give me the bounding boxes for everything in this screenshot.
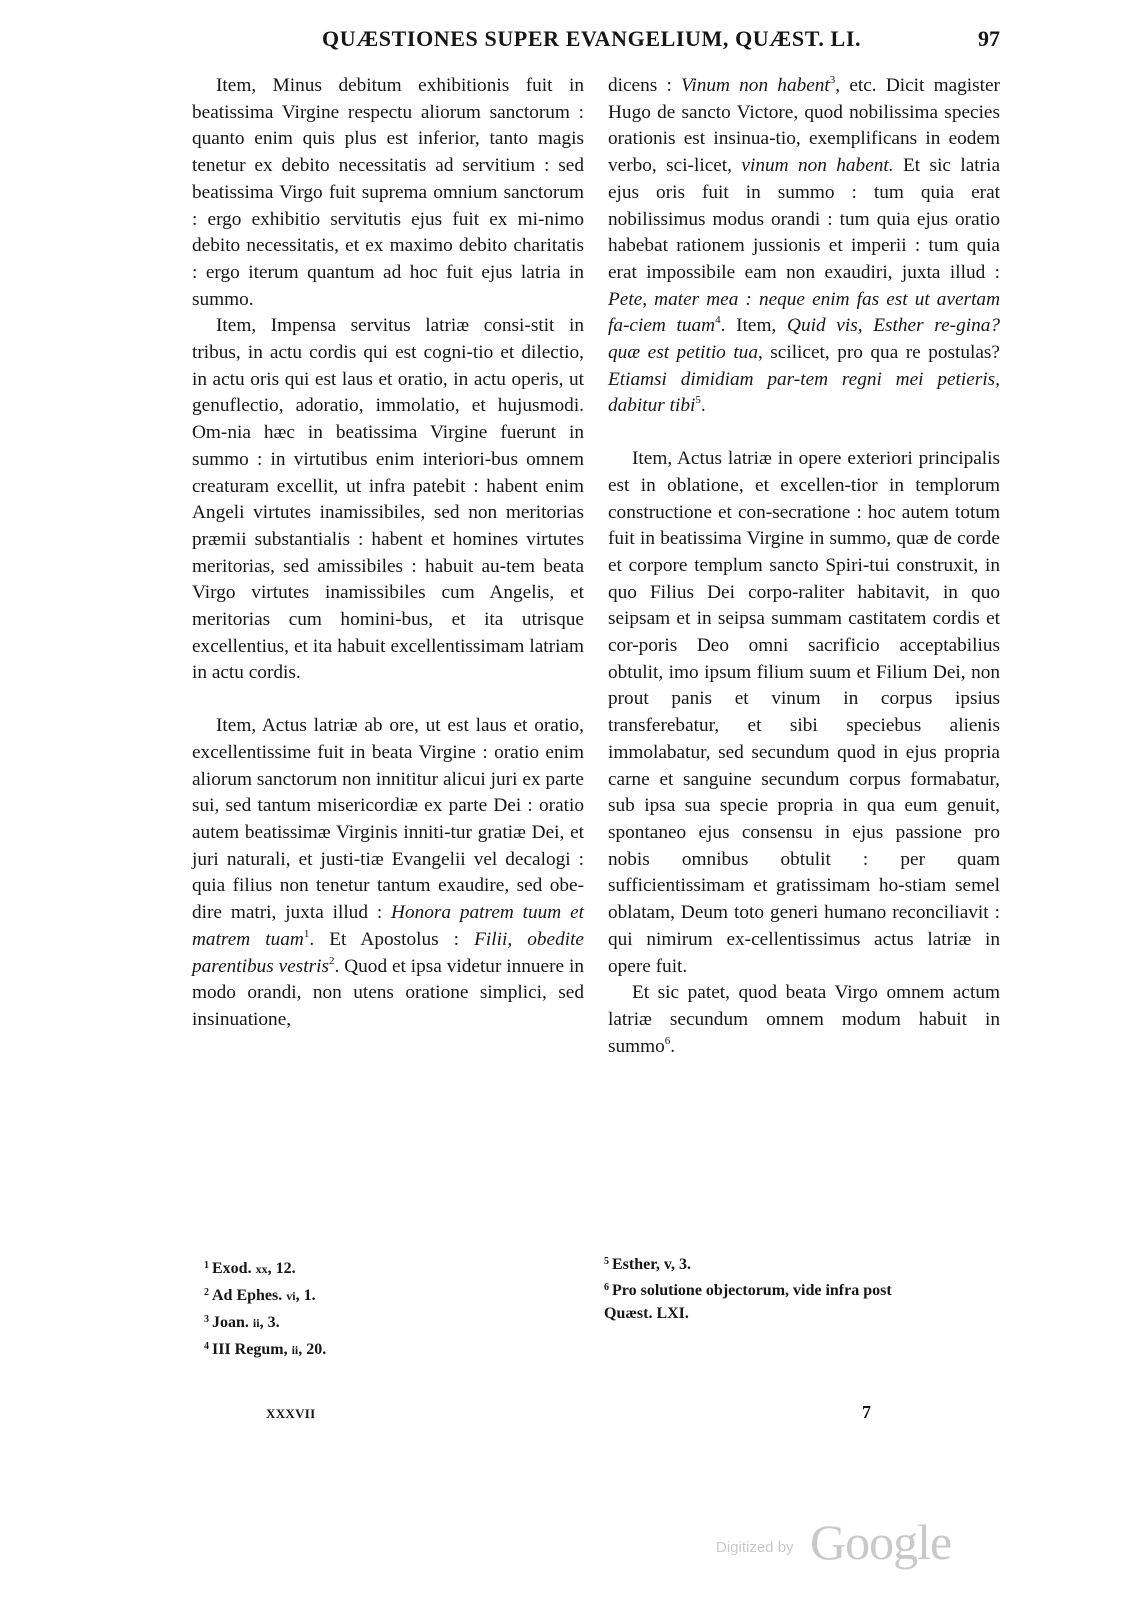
footnote-ref: 2 [329, 954, 335, 967]
left-column [192, 73, 584, 1034]
running-header [192, 26, 1000, 60]
paragraph: Item, Actus latriæ in opere exteriori principalis est in oblatione, et excellen-tior in templorum constructione et con-secratione : hoc autem totum fuit in beatissima Virgine in summo, quæ de corde et corpore templum sancto Spiri-tui construxit, in quo Filius Dei corpo-raliter habitavit, in quo seipsam et in seipsa summam castitatem cordis et cor-poris Deo omni sacrificio acceptabilius obtulit, imo ipsum filium suum et Filium Dei, non prout panis et vinum in corpus ipsius transferebatur, et sibi speciebus alienis immolabatur, sed secundum quod in ejus propria carne et sanguine secundum corpus formabatur, sub ipsa sua specie propria in qua eum genuit, spontaneo ejus consensu in ejus passione pro nobis omnibus obtulit : per quam sufficientissimam et gratissimam ho-stiam semel oblatam, Deum toto generi humano reconciliavit : qui nimirum ex-cellentissimus actus latriæ in opere fuit. [608, 448, 1000, 977]
footnote: $^4$ III Regum, ii, 20. [204, 1341, 327, 1358]
watermark-prefix: Digitized by [716, 1539, 794, 1556]
scripture-quote: Vinum non habent [681, 75, 830, 96]
footnote: $^3$ Joan. ii, 3. [204, 1314, 280, 1331]
paragraph-continued: dicens : Vinum non habent$^3$, etc. Dicit magister Hugo de sancto Victore, quod nobilissima species orationis est insinua-tio, exemplificans in eodem verbo, sci-licet, vinum non habent. Et sic latria ejus oris fuit in summo : tum quia erat nobilissimus modus orandi : tum quia ejus oratio habebat rationem jussionis et imperii : tum quia erat impossibile eam non exaudiri, juxta illud : Pete, mater mea : neque enim fas est ut avertam fa-ciem tuam$^4$. Item, Quid vis, Esther re-gina? quæ est petitio tua, scilicet, pro qua re postulas? Etiamsi dimidiam par-tem regni mei petieris, dabitur tibi$^5$. [608, 74, 1001, 417]
running-title: QUÆSTIONES SUPER EVANGELIUM, QUÆST. LI. [322, 26, 862, 51]
paragraph: Item, Actus latriæ ab ore, ut est laus et oratio, excellentissime fuit in beata Virgine : oratio enim aliorum sanctorum non innititur alicui juri ex parte sui, sed tantum misericordiæ ex parte Dei : oratio autem beatissimæ Virginis inniti-tur gratiæ Dei, et juri naturali, et justi-tiæ Evangelii vel decalogi : quia filius non tenetur tantum exaudire, sed obe-dire matri, juxta illud : Honora patrem tuum et matrem tuam$^1$. Et Apostolus : Filii, obedite parentibus vestris$^2$. Quod et ipsa videtur innuere in modo orandi, non utens oratione simplici, sed insinuatione, [192, 715, 584, 1030]
scripture-quote: Etiamsi dimidiam par-tem regni mei petieris, dabitur tibi [608, 368, 1000, 417]
footnote-continued: Quæst. LXI. [604, 1305, 689, 1322]
scripture-quote: Quid vis, Esther re-gina? quæ est petitio tua [608, 315, 1000, 364]
footnotes-left [204, 1254, 564, 1362]
scripture-quote: Filii, obedite parentibus vestris [192, 928, 584, 977]
scripture-quote: Honora patrem tuum et matrem tuam [192, 902, 584, 950]
footnote: $^6$ Pro solutione objectorum, vide infra post [604, 1282, 892, 1299]
scripture-quote: vinum non habent. [741, 155, 894, 177]
footnotes-right [604, 1250, 1000, 1325]
digitized-watermark [716, 1513, 952, 1570]
paragraph: Et sic patet, quod beata Virgo omnem actum latriæ secundum omnem modum habuit in summo$^6$. [608, 982, 1000, 1057]
footnote: $^5$ Esther, v, 3. [604, 1256, 691, 1273]
footnote-ref: 3 [829, 74, 836, 86]
footnote: $^1$ Exod. xx, 12. [204, 1260, 296, 1277]
footnote-ref: 5 [695, 394, 701, 407]
footnote-ref: 6 [664, 1034, 671, 1047]
right-column [608, 73, 1000, 1060]
page-number: 97 [978, 26, 1000, 51]
google-logo: Google [810, 1514, 952, 1570]
sheet-number: 7 [862, 1402, 871, 1422]
paragraph: Item, Impensa servitus latriæ consi-stit in tribus, in actu cordis qui est cogni-tio et dilectio, in actu oris qui est laus et oratio, in actu operis, ut genuflectio, adoratio, immolatio, et hujusmodi. Om-nia hæc in beatissima Virgine fuerunt in summo : in virtutibus enim interiori-bus omnem creaturam excellit, ut infra patebit : habent enim Angeli virtutes inamissibiles, sed non meritorias præmii substantialis : habent et homines virtutes meritorias, sed amissibiles : habuit au-tem beata Virgo virtutes inamissibiles cum Angelis, et meritorias cum homini-bus, et ita utrisque excellentius, et ita habuit excellentissimam latriam in actu cordis. [192, 315, 584, 684]
scripture-quote: Pete, mater mea : neque enim fas est ut avertam fa-ciem tuam [608, 288, 1000, 337]
paragraph: Item, Minus debitum exhibitionis fuit in beatissima Virgine respectu aliorum sanctorum : quanto enim quis plus est inferior, tanto magis tenetur ex debito necessitatis ad servitium : sed beatissima Virgo fuit suprema omnium sanctorum : ergo exhibitio servitutis ejus fuit ex mi-nimo debito necessitatis, et ex maximo debito charitatis : ergo iterum quantum ad hoc fuit ejus latria in summo. [192, 75, 584, 310]
signature-mark: XXXVII [266, 1406, 316, 1421]
footnote: $^2$ Ad Ephes. vi, 1. [204, 1287, 316, 1304]
footnote-ref: 4 [715, 314, 721, 327]
footnote-ref: 1 [303, 927, 310, 940]
